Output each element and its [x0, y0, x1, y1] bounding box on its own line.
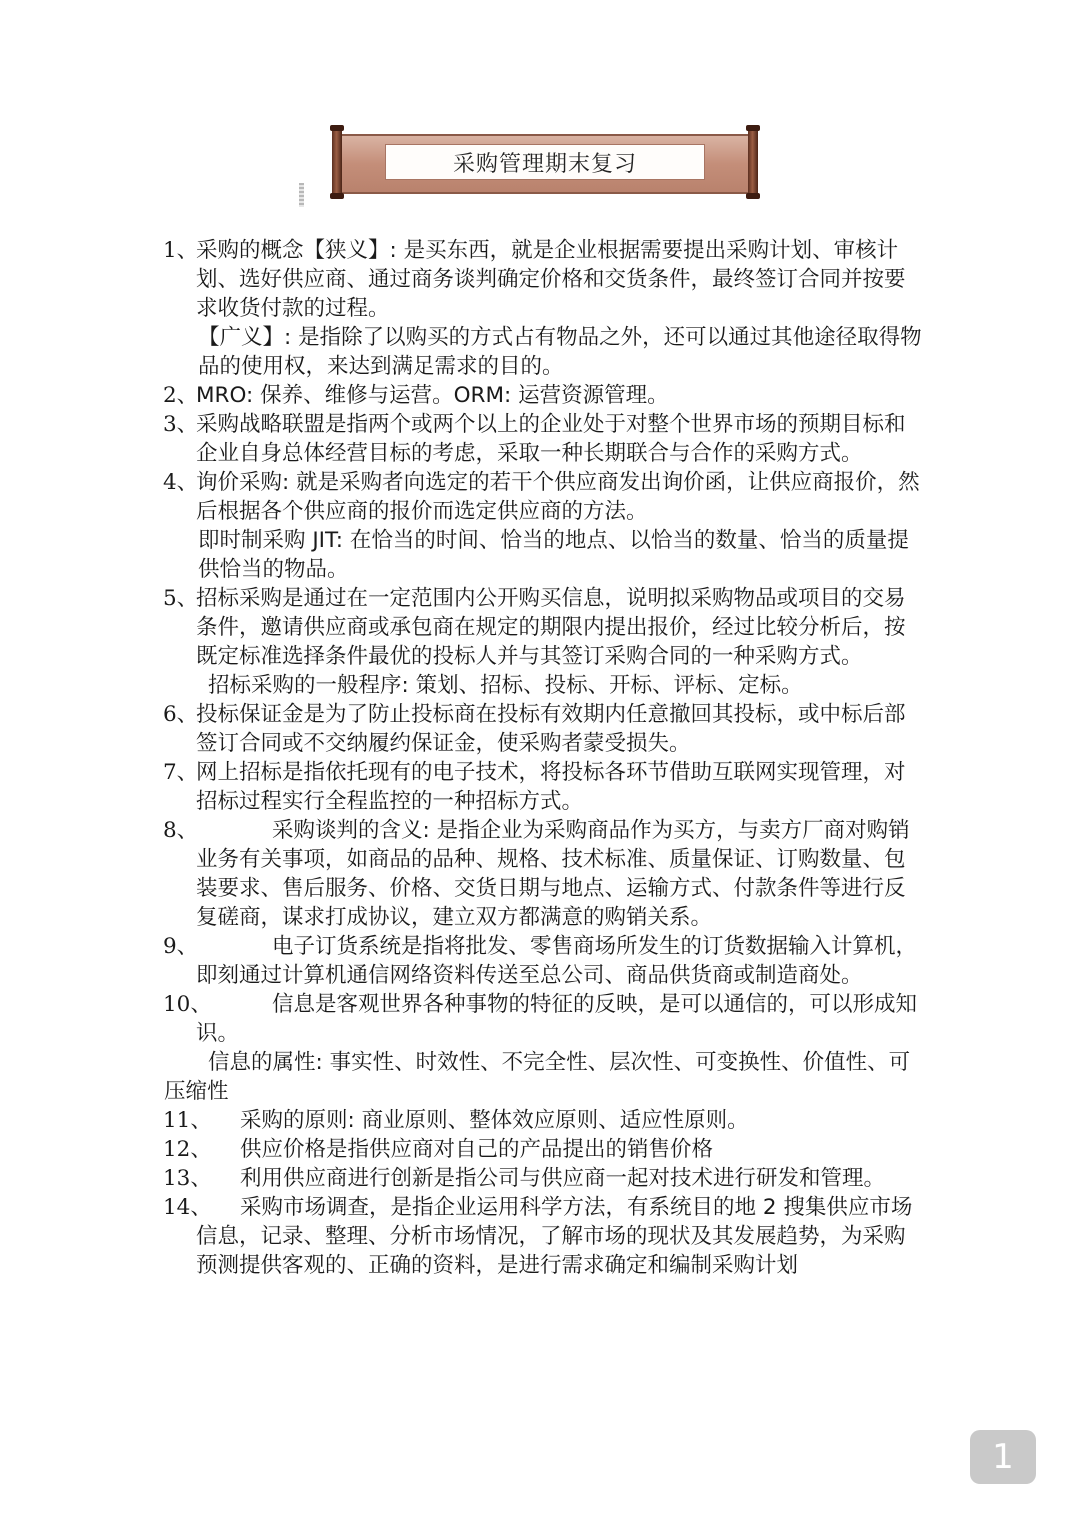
item-text: 询价采购: 就是采购者向选定的若干个供应商发出询价函，让供应商报价，然后根据各个供应商的报价而选定供应商的方法。	[196, 470, 920, 524]
subitem-text: 信息的属性: 事实性、时效性、不完全性、层次性、可变换性、价值性、可压缩性	[164, 1050, 911, 1104]
item-text: 投标保证金是为了防止投标商在投标有效期内任意撤回其投标，或中标后部签订合同或不交纳履约保证金，使采购者蒙受损失。	[196, 702, 906, 756]
list-item	[160, 1106, 922, 1135]
item-number: 7、	[163, 760, 199, 785]
list-item	[160, 381, 922, 410]
item-text: 网上招标是指依托现有的电子技术，将投标各环节借助互联网实现管理，对招标过程实行全程监控的一种招标方式。	[196, 760, 906, 814]
list-subitem	[160, 1048, 922, 1106]
item-number: 4、	[163, 470, 199, 495]
list-item	[160, 468, 922, 526]
list-item	[160, 236, 922, 323]
list-item	[160, 816, 922, 932]
item-number: 10、	[163, 992, 212, 1017]
item-number: 6、	[163, 702, 199, 727]
list-item	[160, 584, 922, 671]
page-number-badge[interactable]: 1	[970, 1430, 1036, 1484]
item-text: 采购的概念【狭义】: 是买东西，就是企业根据需要提出采购计划、审核计划、选好供应商、通过商务谈判确定价格和交货条件，最终签订合同并按要求收货付款的过程。	[196, 238, 906, 321]
scroll-rod-left	[332, 128, 342, 196]
list-item	[160, 1193, 922, 1280]
scan-smudge	[299, 183, 304, 207]
list-item	[160, 700, 922, 758]
page-title: 采购管理期末复习	[385, 144, 705, 180]
item-text: MRO: 保养、维修与运营。ORM: 运营资源管理。	[196, 383, 669, 408]
item-text: 信息是客观世界各种事物的特征的反映，是可以通信的，可以形成知识。	[196, 992, 918, 1046]
list-subitem: 【广义】: 是指除了以购买的方式占有物品之外，还可以通过其他途径取得物品的使用权，来达到满足需求的目的。	[198, 325, 922, 379]
item-number: 1、	[163, 238, 199, 263]
item-text: 采购的原则: 商业原则、整体效应原则、适应性原则。	[240, 1108, 749, 1133]
list-item	[160, 1164, 922, 1193]
item-text: 采购谈判的含义: 是指企业为采购商品作为买方，与卖方厂商对购销业务有关事项，如商品的品种、规格、技术标准、质量保证、订购数量、包装要求、售后服务、价格、交货日期与地点、运输方式、付款条件等进行反复磋商，谋求打成协议，建立双方都满意的购销关系。	[196, 818, 910, 930]
item-text: 采购战略联盟是指两个或两个以上的企业处于对整个世界市场的预期目标和企业自身总体经营目标的考虑，采取一种长期联合与合作的采购方式。	[196, 412, 906, 466]
item-text: 利用供应商进行创新是指公司与供应商一起对技术进行研发和管理。	[240, 1166, 886, 1191]
review-notes	[160, 236, 922, 1280]
list-subitem: 即时制采购 JIT: 在恰当的时间、恰当的地点、以恰当的数量、恰当的质量提供恰当的物品。	[198, 528, 909, 582]
item-number: 8、	[163, 818, 199, 843]
item-text: 招标采购是通过在一定范围内公开购买信息，说明拟采购物品或项目的交易条件，邀请供应商或承包商在规定的期限内提出报价，经过比较分析后，按既定标准选择条件最优的投标人并与其签订采购合同的一种采购方式。	[196, 586, 906, 669]
list-item	[160, 410, 922, 468]
item-number: 11、	[163, 1108, 212, 1133]
item-number: 3、	[163, 412, 199, 437]
item-number: 13、	[163, 1166, 212, 1191]
item-number: 14、	[163, 1195, 212, 1220]
item-text: 采购市场调查，是指企业运用科学方法，有系统目的地 2 搜集供应市场信息，记录、整理、分析市场情况，了解市场的现状及其发展趋势，为采购预测提供客观的、正确的资料，是进行需求确定和编制采购计划	[196, 1195, 913, 1278]
item-number: 2、	[163, 383, 199, 408]
list-item	[160, 1135, 922, 1164]
item-text: 供应价格是指供应商对自己的产品提出的销售价格	[240, 1137, 714, 1162]
item-text: 电子订货系统是指将批发、零售商场所发生的订货数据输入计算机，即刻通过计算机通信网络资料传送至总公司、商品供货商或制造商处。	[196, 934, 918, 988]
list-item	[160, 758, 922, 816]
item-number: 5、	[163, 586, 199, 611]
scroll-rod-right	[748, 128, 758, 196]
title-scroll-banner	[330, 128, 760, 198]
item-number: 12、	[163, 1137, 212, 1162]
list-item	[160, 932, 922, 990]
list-item	[160, 990, 922, 1048]
list-subitem: 招标采购的一般程序: 策划、招标、投标、开标、评标、定标。	[208, 673, 803, 698]
item-number: 9、	[163, 934, 199, 959]
